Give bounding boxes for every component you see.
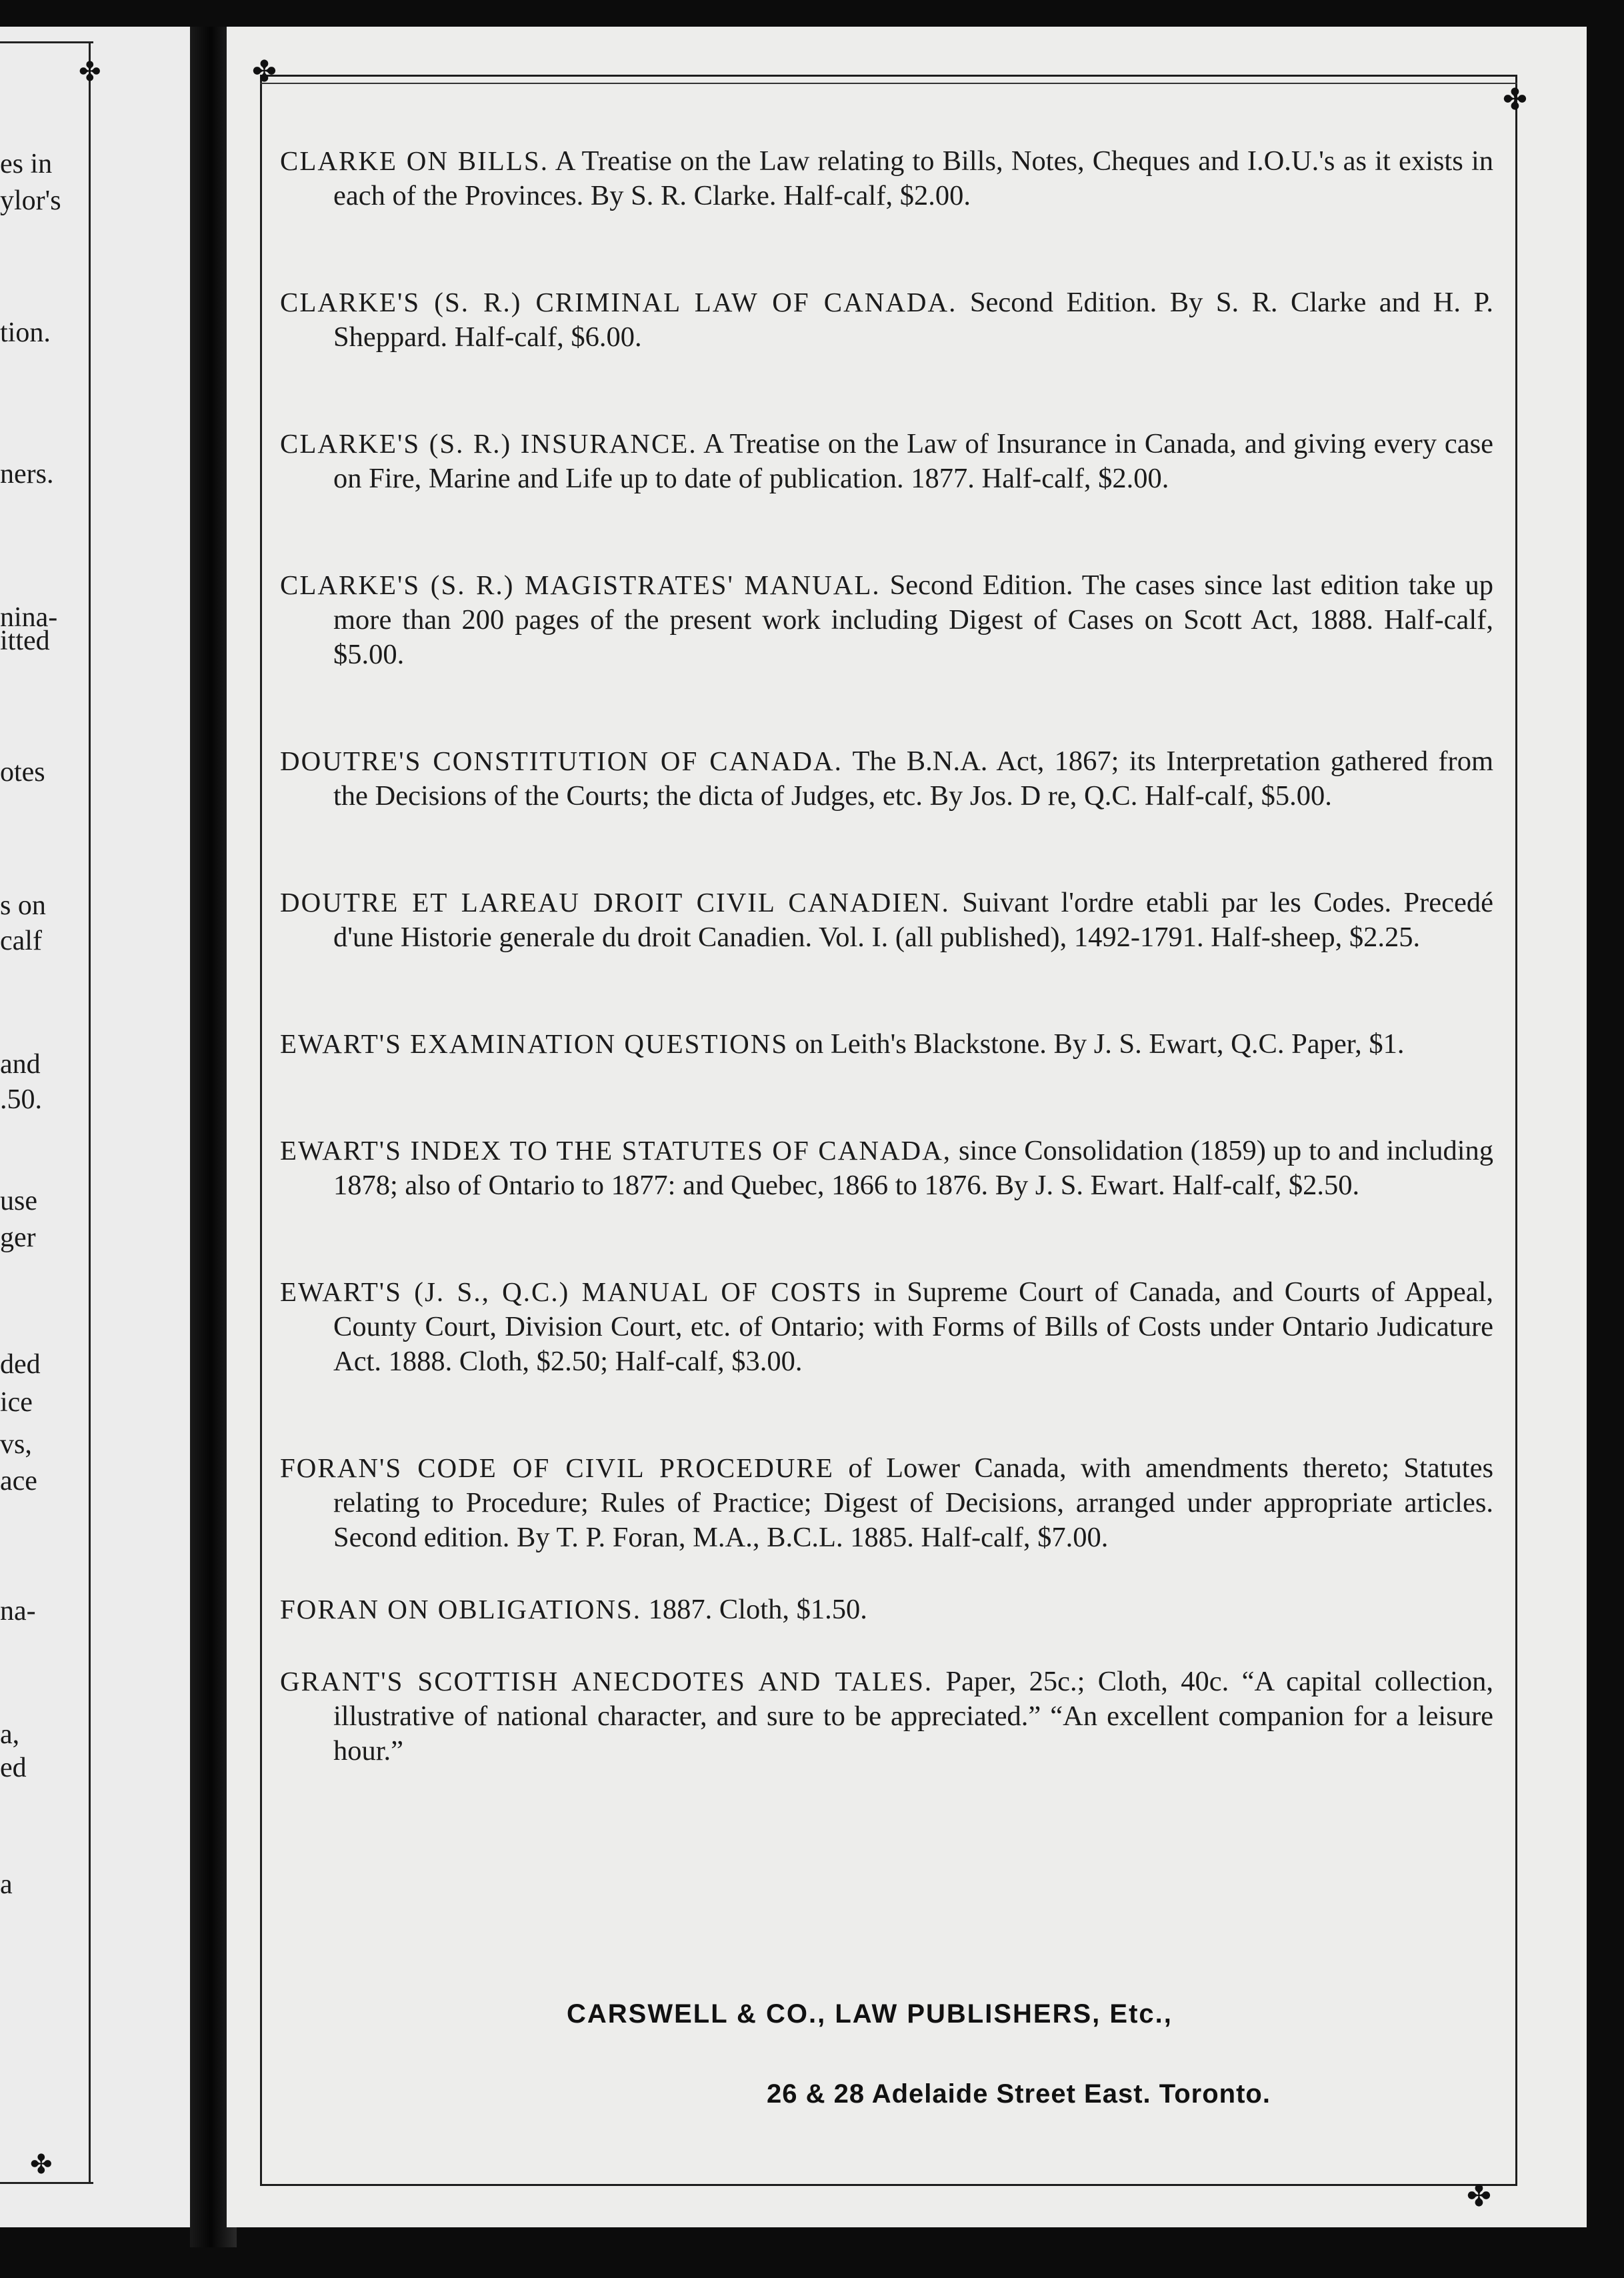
- entry-description: 1887. Cloth, $1.50.: [648, 1594, 867, 1625]
- entry-description: in Supreme Court of Canada, and Courts of Appeal, County Court, Division Court, etc. of Ontario; with Forms of Bills of Costs under Ontario Judicature Act. 1888. Cloth, $2.50; Half-calf, $3.00.: [333, 1276, 1494, 1377]
- left-fragment: ded: [0, 1349, 41, 1380]
- entry-description: on Leith's Blackstone. By J. S. Ewart, Q.C. Paper, $1.: [795, 1028, 1405, 1060]
- entry-description: The B.N.A. Act, 1867; its Interpretation gathered from the Decisions of the Courts; the dicta of Judges, etc. By Jos. D re, Q.C. Half-calf, $5.00.: [333, 746, 1493, 812]
- entry-description: A Treatise on the Law of Insurance in Canada, and giving every case on Fire, Marine and Life up to date of publication. 1877. Half-calf, $2.00.: [333, 428, 1493, 494]
- page-border-inner-rule: [260, 83, 1517, 84]
- entry-description: of Lower Canada, with amendments thereto; Statutes relating to Procedure; Rules of Practice; Digest of Decisions, arranged under appropriate articles. Second edition. By T. P. Foran, M.A., B.C.L. 1885. Half-calf, $7.00.: [333, 1452, 1493, 1553]
- catalogue-listing: [280, 143, 1493, 1769]
- catalogue-entry: [280, 1664, 1493, 1769]
- entry-title: CLARKE'S (S. R.) INSURANCE.: [280, 428, 697, 459]
- left-page-bottom-rule: [0, 2182, 93, 2184]
- catalogue-entry: [280, 143, 1493, 213]
- entry-description: Paper, 25c.; Cloth, 40c. “A capital collection, illustrative of national character, and sure to be appreciated.” “An excellent companion for a leisure hour.”: [333, 1666, 1494, 1767]
- corner-ornament-top-left: ✤: [252, 55, 277, 88]
- corner-ornament-top-right: ✤: [1503, 83, 1527, 116]
- left-facing-page: [0, 27, 200, 2227]
- entry-title: CLARKE'S (S. R.) CRIMINAL LAW OF CANADA.: [280, 287, 957, 317]
- entry-title: FORAN ON OBLIGATIONS.: [280, 1594, 641, 1624]
- entry-description: A Treatise on the Law relating to Bills, Notes, Cheques and I.O.U.'s as it exists in each of the Provinces. By S. R. Clarke. Half-calf, $2.00.: [333, 145, 1493, 211]
- publisher-address: 26 & 28 Adelaide Street East. Toronto.: [767, 2079, 1271, 2109]
- entry-title: EWART'S (J. S., Q.C.) MANUAL OF COSTS: [280, 1276, 863, 1307]
- left-fragment: nina-: [0, 602, 58, 633]
- entry-title: FORAN'S CODE OF CIVIL PROCEDURE: [280, 1452, 834, 1483]
- catalogue-entry: [280, 1026, 1493, 1062]
- entry-title: DOUTRE'S CONSTITUTION OF CANADA.: [280, 746, 843, 776]
- left-fragment: itted: [0, 626, 50, 656]
- left-fragment: ed: [0, 1753, 27, 1783]
- entry-title: CLARKE ON BILLS.: [280, 145, 549, 176]
- entry-title: DOUTRE ET LAREAU DROIT CIVIL CANADIEN.: [280, 887, 950, 918]
- catalogue-entry: [280, 1274, 1493, 1379]
- left-fragment: a,: [0, 1719, 20, 1750]
- left-fragment: ger: [0, 1222, 36, 1253]
- catalogue-entry: [280, 1450, 1493, 1555]
- left-corner-ornament-bottom: ✤: [30, 2149, 53, 2179]
- left-fragment: and: [0, 1049, 41, 1080]
- left-fragment: ners.: [0, 459, 54, 489]
- left-fragment: na-: [0, 1596, 36, 1626]
- catalogue-entry: [280, 885, 1493, 955]
- catalogue-entry: [280, 567, 1493, 672]
- left-fragment: .50.: [0, 1084, 42, 1115]
- left-fragment: otes: [0, 757, 45, 788]
- entry-title: GRANT'S SCOTTISH ANECDOTES AND TALES.: [280, 1666, 933, 1696]
- left-fragment: s on: [0, 890, 46, 921]
- left-fragment: a: [0, 1869, 13, 1900]
- left-fragment: tion.: [0, 317, 51, 348]
- left-corner-ornament-top: ✤: [79, 57, 101, 87]
- left-fragment: ice: [0, 1387, 33, 1418]
- left-fragment: calf: [0, 926, 42, 956]
- catalogue-entry: [280, 744, 1493, 814]
- left-fragment: ace: [0, 1466, 37, 1496]
- entry-title: EWART'S EXAMINATION QUESTIONS: [280, 1028, 789, 1059]
- left-fragment: ylor's: [0, 185, 61, 216]
- catalogue-entry: [280, 285, 1493, 355]
- left-page-top-rule: [0, 41, 93, 43]
- entry-description: Second Edition. By S. R. Clarke and H. P. Sheppard. Half-calf, $6.00.: [333, 287, 1493, 353]
- entry-description: Suivant l'ordre etabli par les Codes. Precedé d'une Historie generale du droit Canadien. Vol. I. (all published), 1492-1791. Half-sheep, $2.25.: [333, 887, 1493, 953]
- left-fragment: es in: [0, 149, 53, 179]
- entry-title: CLARKE'S (S. R.) MAGISTRATES' MANUAL.: [280, 570, 881, 600]
- left-fragment: vs,: [0, 1429, 32, 1460]
- entry-description: Second Edition. The cases since last edition take up more than 200 pages of the present work including Digest of Cases on Scott Act, 1888. Half-calf, $5.00.: [333, 570, 1494, 670]
- entry-description: since Consolidation (1859) up to and including 1878; also of Ontario to 1877: and Quebec, 1866 to 1876. By J. S. Ewart. Half-calf, $2.50.: [333, 1135, 1493, 1201]
- catalogue-entry: [280, 426, 1493, 496]
- catalogue-entry: [280, 1592, 1493, 1627]
- entry-title: EWART'S INDEX TO THE STATUTES OF CANADA,: [280, 1135, 952, 1166]
- left-page-frame-rule: [89, 41, 91, 2182]
- publisher-imprint: CARSWELL & CO., LAW PUBLISHERS, Etc.,: [567, 1999, 1173, 2029]
- left-fragment: use: [0, 1186, 37, 1216]
- catalogue-entry: [280, 1133, 1493, 1203]
- corner-ornament-bottom-right: ✤: [1467, 2180, 1491, 2213]
